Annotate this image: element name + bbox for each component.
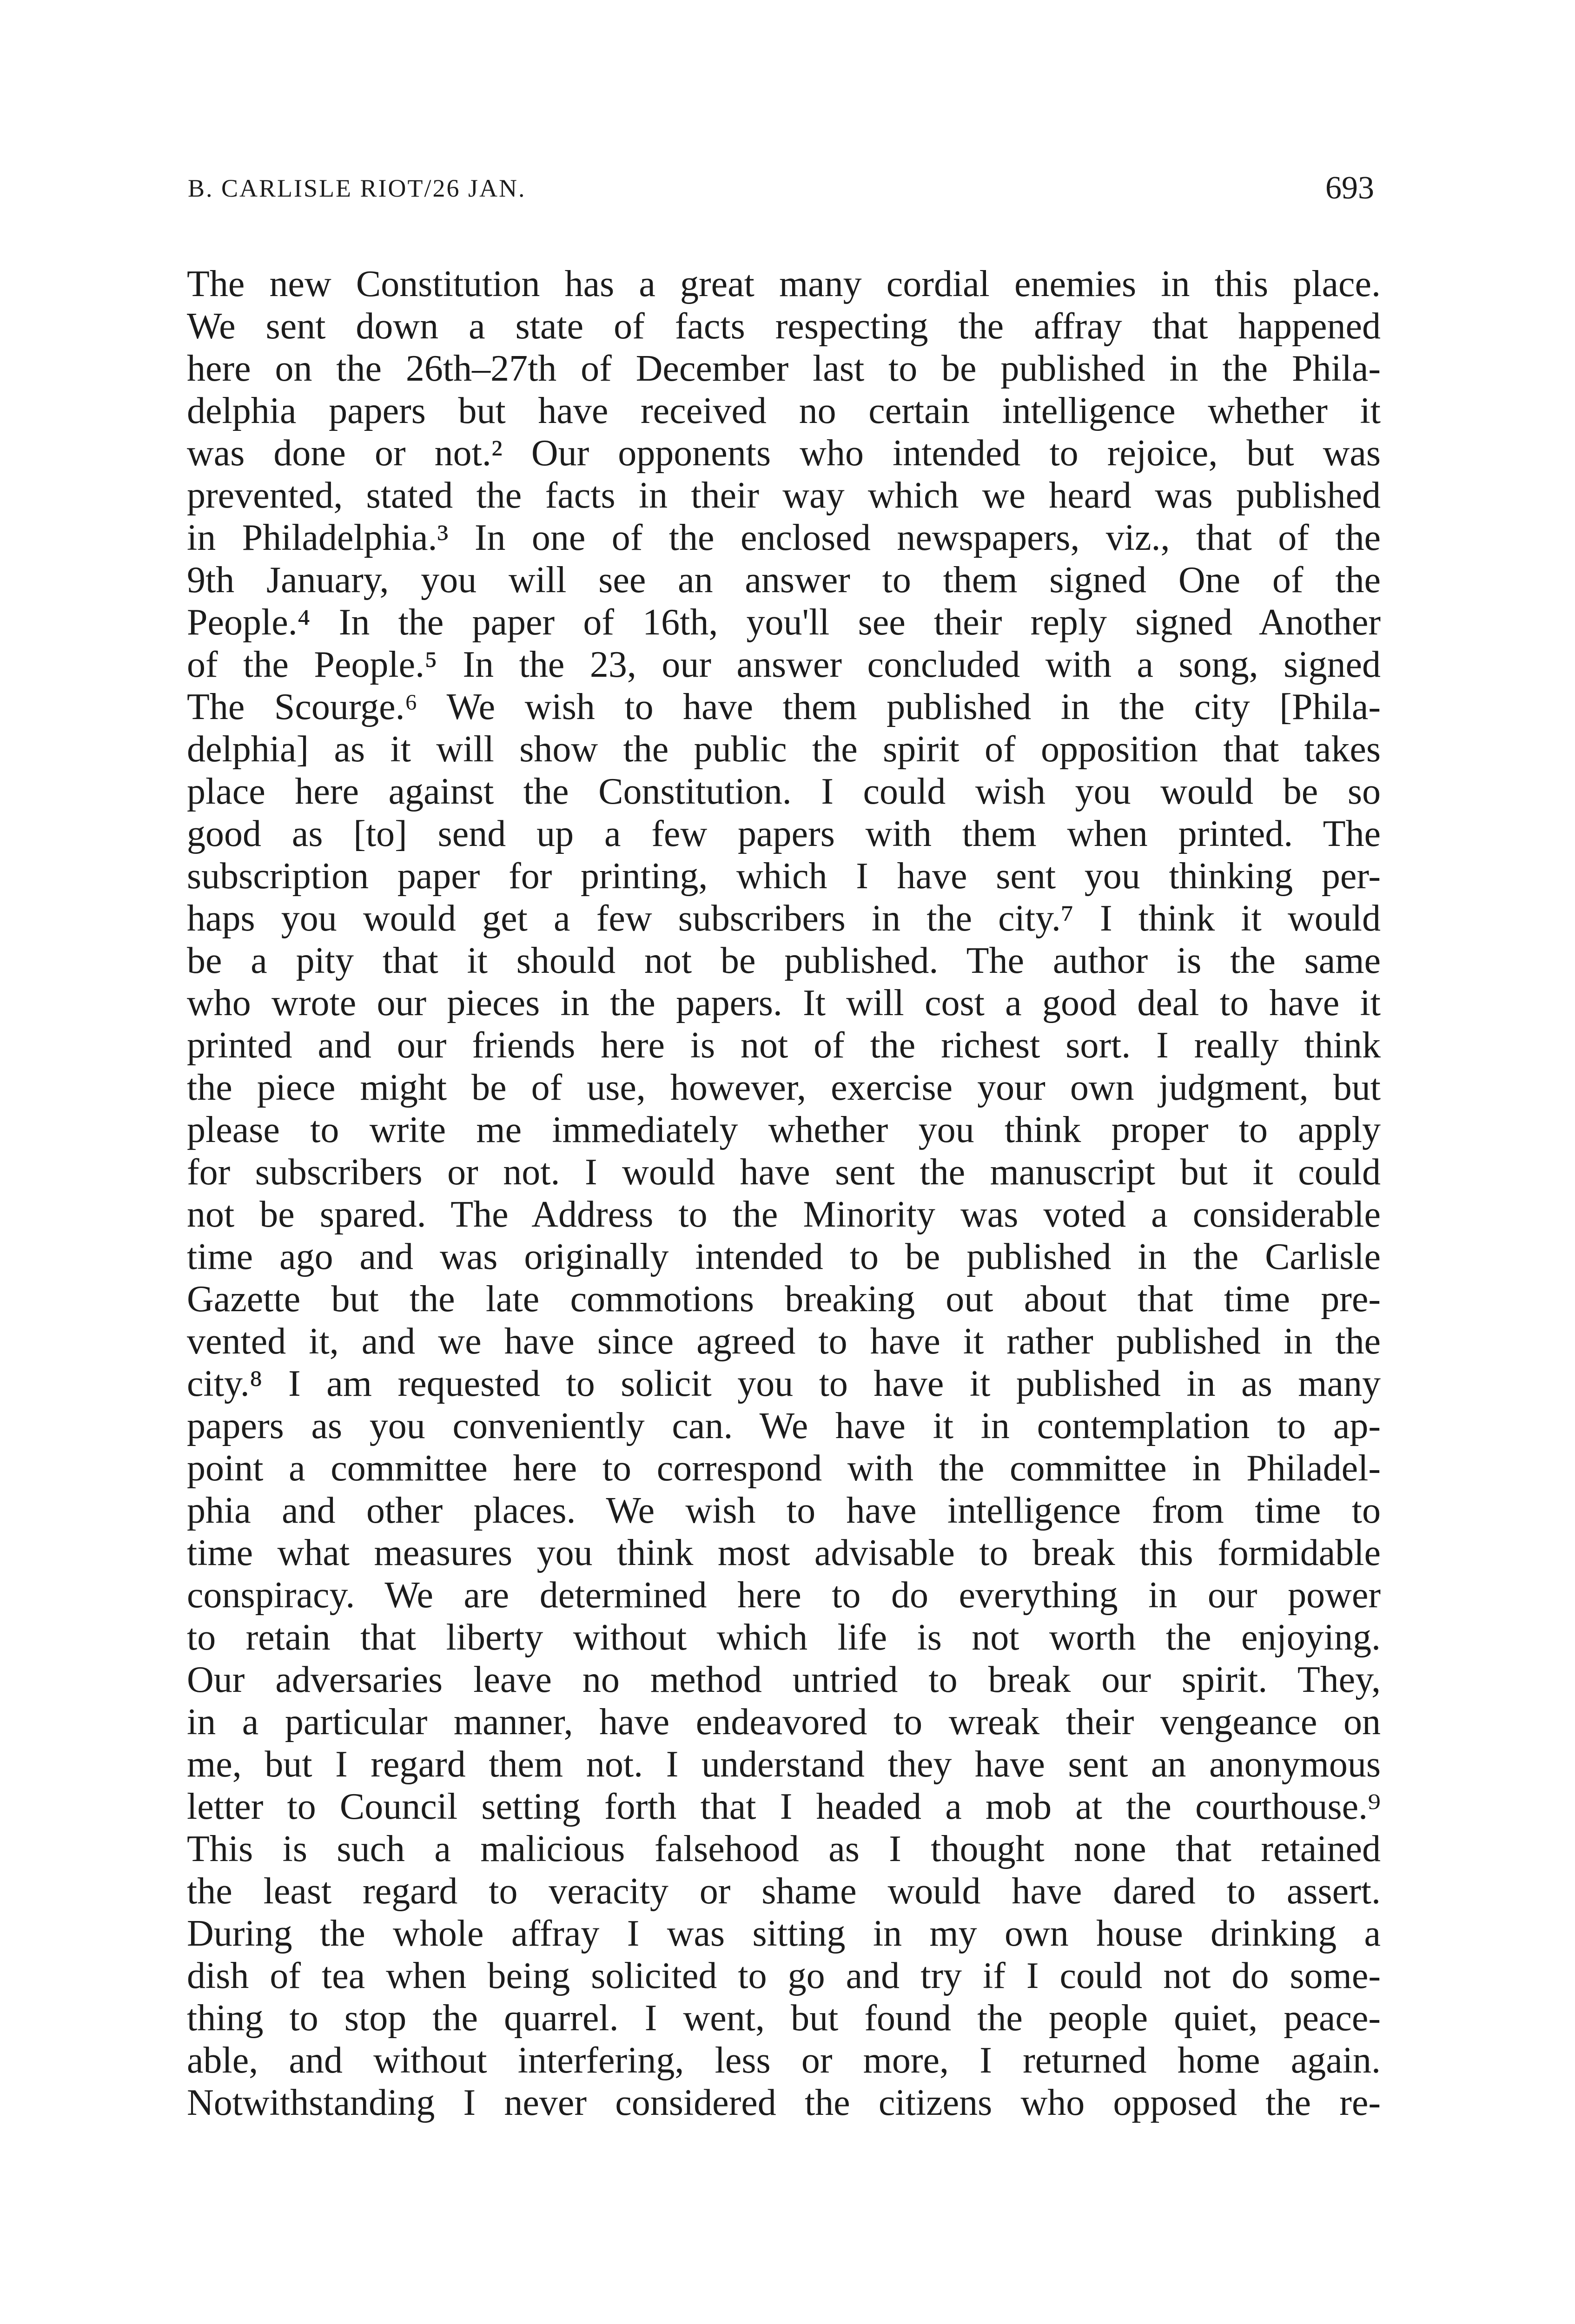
text-line: During the whole affray I was sitting in my own house drinking a [187,1913,1381,1954]
text-line: subscription paper for printing, which I have sent you thinking per- [187,856,1381,897]
text-line: point a committee here to correspond with the committee in Philadel- [187,1448,1381,1489]
body-text [187,263,1381,2124]
text-line: letter to Council setting forth that I headed a mob at the courthouse.⁹ [187,1786,1381,1827]
text-line: place here against the Constitution. I could wish you would be so [187,771,1381,812]
text-line: me, but I regard them not. I understand they have sent an anonymous [187,1744,1381,1785]
text-line: time ago and was originally intended to be published in the Carlisle [187,1236,1381,1277]
text-line: Notwithstanding I never considered the citizens who opposed the re- [187,2082,1381,2123]
text-line: time what measures you think most advisable to break this formidable [187,1532,1381,1573]
page-number: 693 [1325,170,1374,206]
text-line: please to write me immediately whether you think proper to apply [187,1109,1381,1150]
text-line: The Scourge.⁶ We wish to have them published in the city [Phila- [187,687,1381,727]
text-line: Our adversaries leave no method untried to break our spirit. They, [187,1659,1381,1700]
text-line: dish of tea when being solicited to go and try if I could not do some- [187,1955,1381,1996]
text-line: able, and without interfering, less or more, I returned home again. [187,2040,1381,2081]
text-line: the least regard to veracity or shame would have dared to assert. [187,1871,1381,1912]
text-line: Gazette but the late commotions breaking out about that time pre- [187,1279,1381,1320]
text-line: delphia] as it will show the public the spirit of opposition that takes [187,729,1381,770]
text-line: printed and our friends here is not of the richest sort. I really think [187,1025,1381,1066]
text-line: prevented, stated the facts in their way which we heard was published [187,475,1381,516]
text-line: thing to stop the quarrel. I went, but found the people quiet, peace- [187,1998,1381,2039]
text-line: was done or not.² Our opponents who intended to rejoice, but was [187,433,1381,474]
text-line: People.⁴ In the paper of 16th, you'll see their reply signed Another [187,602,1381,643]
text-line: to retain that liberty without which life is not worth the enjoying. [187,1617,1381,1658]
text-line: We sent down a state of facts respecting the affray that happened [187,306,1381,347]
text-line: for subscribers or not. I would have sent the manuscript but it could [187,1152,1381,1193]
text-line: conspiracy. We are determined here to do everything in our power [187,1575,1381,1616]
text-line: papers as you conveniently can. We have it in contemplation to ap- [187,1406,1381,1446]
running-head: B. CARLISLE RIOT/26 JAN. [188,174,526,202]
text-line: haps you would get a few subscribers in the city.⁷ I think it would [187,898,1381,939]
text-line: The new Constitution has a great many cordial enemies in this place. [187,264,1381,304]
text-line: be a pity that it should not be published. The author is the same [187,940,1381,981]
text-line: in Philadelphia.³ In one of the enclosed newspapers, viz., that of the [187,517,1381,558]
text-line: delphia papers but have received no certain intelligence whether it [187,390,1381,431]
text-line: phia and other places. We wish to have intelligence from time to [187,1490,1381,1531]
text-line: who wrote our pieces in the papers. It will cost a good deal to have it [187,983,1381,1023]
text-line: 9th January, you will see an answer to them signed One of the [187,560,1381,601]
text-line: here on the 26th–27th of December last to be published in the Phila- [187,348,1381,389]
text-line: in a particular manner, have endeavored to wreak their vengeance on [187,1702,1381,1743]
text-line: the piece might be of use, however, exercise your own judgment, but [187,1067,1381,1108]
text-line: city.⁸ I am requested to solicit you to have it published in as many [187,1363,1381,1404]
text-line: of the People.⁵ In the 23, our answer concluded with a song, signed [187,644,1381,685]
text-line: not be spared. The Address to the Minority was voted a considerable [187,1194,1381,1235]
text-line: good as [to] send up a few papers with them when printed. The [187,813,1381,854]
text-line: vented it, and we have since agreed to have it rather published in the [187,1321,1381,1362]
text-line: This is such a malicious falsehood as I thought none that retained [187,1829,1381,1869]
